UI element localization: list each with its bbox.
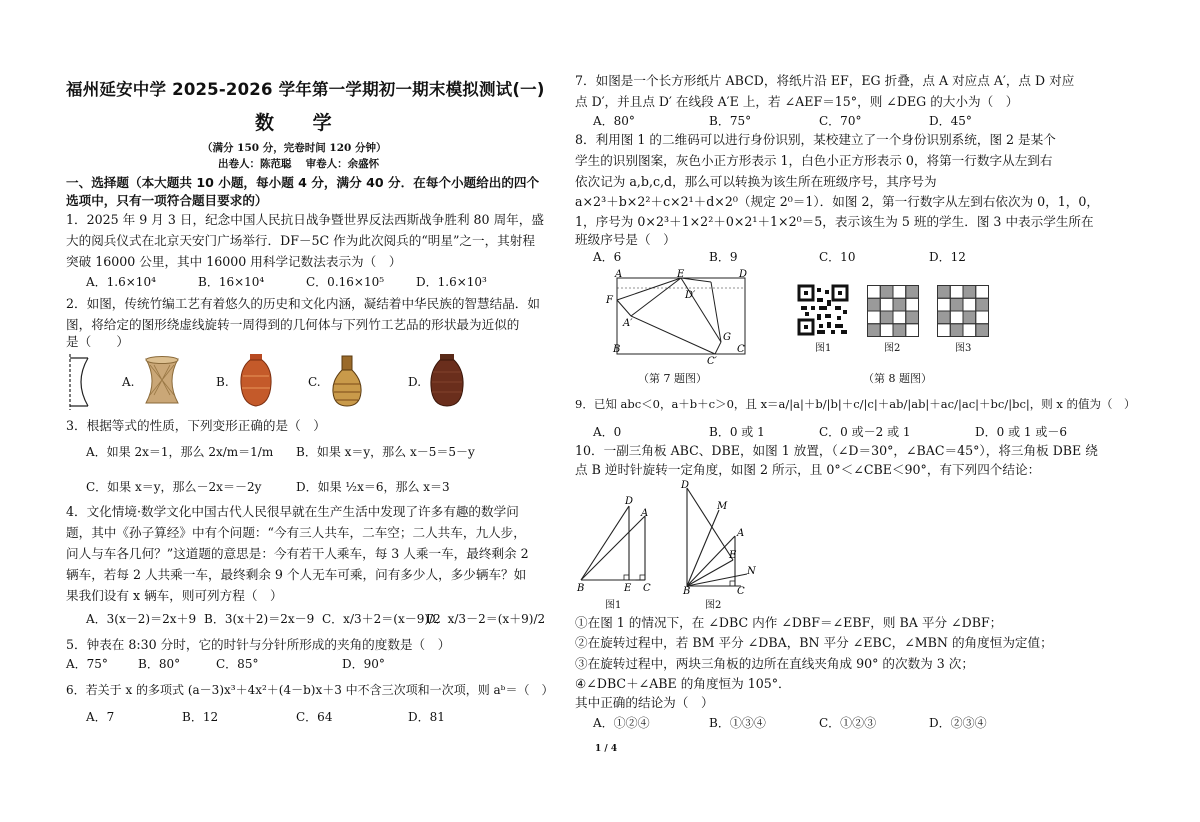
q1-options bbox=[86, 274, 546, 292]
woven-vase-image bbox=[330, 354, 364, 408]
q10-option-c[interactable]: C．①②③ bbox=[819, 716, 877, 730]
q9-option-a[interactable]: A．0 bbox=[593, 425, 622, 439]
svg-text:D: D bbox=[625, 496, 634, 507]
q7-option-b[interactable]: B．75° bbox=[709, 114, 752, 128]
q8-line1: 8．利用图 1 的二维码可以进行身份识别，某校建立了一个身份识别系统，图 2 是某个 bbox=[575, 132, 1056, 147]
q8-option-a[interactable]: A．6 bbox=[593, 250, 622, 264]
left-column bbox=[62, 0, 552, 822]
svg-text:F: F bbox=[606, 295, 613, 306]
right-column bbox=[575, 0, 1136, 822]
q4-line5: 果我们设有 x 辆车，则可列方程（ ） bbox=[66, 588, 283, 603]
q9-stem: 9．已知 abc＜0，a＋b＋c＞0，且 x＝a/|a|＋b/|b|＋c/|c|＋ab/|ab|＋ac/|ac|＋bc/|bc|，则 x 的值为（ ） bbox=[575, 397, 1136, 411]
q2-option-a[interactable]: A. bbox=[122, 375, 135, 389]
q8-figure-caption: （第 8 题图） bbox=[863, 372, 932, 385]
q9-option-c[interactable]: C．0 或－2 或 1 bbox=[819, 425, 911, 439]
q6-option-d[interactable]: D．81 bbox=[408, 710, 445, 724]
svg-text:C: C bbox=[737, 586, 745, 597]
svg-text:D′: D′ bbox=[685, 290, 696, 301]
q1-line2: 大的阅兵仪式在北京天安门广场举行．DF－5C 作为此次阅兵的“明星”之一，其射程 bbox=[66, 233, 535, 248]
q1-option-c[interactable]: C．0.16×10⁵ bbox=[306, 275, 385, 289]
q3-options-row2 bbox=[86, 479, 546, 497]
dark-vase-image bbox=[428, 352, 466, 408]
q4-options bbox=[86, 611, 546, 629]
svg-text:C: C bbox=[737, 344, 745, 355]
q2-option-c[interactable]: C. bbox=[308, 375, 321, 389]
q7-options bbox=[593, 113, 1053, 131]
q6-option-c[interactable]: C．64 bbox=[296, 710, 333, 724]
q10-statement-1: ①在图 1 的情况下，在 ∠DBC 内作 ∠DBF＝∠EBF，则 BA 平分 ∠DBF； bbox=[575, 615, 1003, 630]
q8-line2: 学生的识别图案，灰色小正方形表示 1，白色小正方形表示 0，将第一行数字从左到右 bbox=[575, 153, 1053, 168]
q8-line6: 班级序号是（ ） bbox=[575, 232, 676, 247]
q5-stem: 5．钟表在 8:30 分时，它的时针与分针所形成的夹角的度数是（ ） bbox=[66, 637, 451, 652]
q4-option-c[interactable]: C．x/3＋2＝(x－9)/2 bbox=[322, 612, 441, 626]
svg-text:E: E bbox=[624, 583, 632, 594]
q10-line1: 10．一副三角板 ABC、DBE，如图 1 放置，（∠D＝30°，∠BAC＝45°），将三角板 DBE 绕 bbox=[575, 443, 1098, 458]
q5-option-c[interactable]: C．85° bbox=[216, 657, 259, 671]
q3-options-row1 bbox=[86, 444, 546, 462]
q7-figure-caption: （第 7 题图） bbox=[638, 372, 707, 385]
q1-line3: 突破 16000 公里，其中 16000 用科学记数法表示为（ ） bbox=[66, 254, 402, 269]
exam-title: 福州延安中学 2025-2026 学年第一学期初一期末模拟测试(一) bbox=[66, 80, 545, 99]
q8-line4: a×2³＋b×2²＋c×2¹＋d×2⁰（规定 2⁰＝1）．如图 2，第一行数字从左到右依次为 0，1，0， bbox=[575, 194, 1100, 209]
svg-text:D: D bbox=[681, 480, 690, 491]
q7-option-c[interactable]: C．70° bbox=[819, 114, 862, 128]
q10-statement-2: ②在旋转过程中，若 BM 平分 ∠DBA，BN 平分 ∠EBC，∠MBN 的角度恒为定值； bbox=[575, 635, 1053, 650]
q1-line1: 1．2025 年 9 月 3 日，纪念中国人民抗日战争暨世界反法西斯战争胜利 80 周年，盛 bbox=[66, 212, 544, 227]
svg-text:E: E bbox=[677, 269, 685, 280]
q6-stem: 6．若关于 x 的多项式 (a－3)x³＋4x²＋(4－b)x＋3 中不含三次项和一次项，则 aᵇ＝（ ） bbox=[66, 683, 554, 697]
q10-statement-3: ③在旋转过程中，两块三角板的边所在直线夹角成 90° 的次数为 3 次； bbox=[575, 656, 974, 671]
svg-text:B: B bbox=[683, 586, 691, 597]
fig8-label-1: 图1 bbox=[815, 343, 832, 354]
q10-option-a[interactable]: A．①②④ bbox=[593, 716, 650, 730]
q1-option-a[interactable]: A．1.6×10⁴ bbox=[86, 275, 156, 289]
q8-option-b[interactable]: B．9 bbox=[709, 250, 738, 264]
svg-text:C: C bbox=[643, 583, 651, 594]
q8-options bbox=[593, 249, 1053, 267]
q4-line1: 4．文化情境·数学文化中国古代人民很早就在生产生活中发现了许多有趣的数学问 bbox=[66, 504, 519, 519]
q4-option-a[interactable]: A．3(x－2)＝2x＋9 bbox=[86, 612, 197, 626]
q6-options bbox=[86, 709, 546, 727]
svg-text:C′: C′ bbox=[707, 356, 717, 367]
qr-code-icon bbox=[797, 284, 849, 336]
svg-text:N: N bbox=[747, 566, 756, 577]
grid-figure-3 bbox=[937, 285, 989, 337]
q5-option-d[interactable]: D．90° bbox=[342, 657, 385, 671]
q4-line4: 辆车，若每 2 人共乘一车，最终剩余 9 个人无车可乘，问有多少人，多少辆车？如 bbox=[66, 567, 527, 582]
q2-option-b[interactable]: B. bbox=[216, 375, 229, 389]
section-heading-line2: 选项中，只有一项符合题目要求的） bbox=[66, 193, 268, 208]
svg-text:M: M bbox=[717, 501, 728, 512]
q1-option-b[interactable]: B．16×10⁴ bbox=[198, 275, 265, 289]
q8-line5: 1，序号为 0×2³＋1×2²＋0×2¹＋1×2⁰＝5，表示该生为 5 班的学生．图 3 中表示学生所在 bbox=[575, 214, 1094, 229]
fig10-label-1: 图1 bbox=[605, 600, 622, 611]
q10-statement-4: ④∠DBC＋∠ABE 的角度恒为 105°． bbox=[575, 676, 791, 691]
q5-option-a[interactable]: A．75° bbox=[66, 657, 108, 671]
q3-option-b[interactable]: B．如果 x＝y，那么 x－5＝5－y bbox=[296, 445, 475, 459]
svg-text:A: A bbox=[737, 528, 745, 539]
svg-text:A: A bbox=[615, 269, 623, 280]
q10-conclusion: 其中正确的结论为（ ） bbox=[575, 695, 714, 710]
q3-option-c[interactable]: C．如果 x＝y，那么－2x＝－2y bbox=[86, 480, 262, 494]
q5-option-b[interactable]: B．80° bbox=[138, 657, 181, 671]
fig8-label-3: 图3 bbox=[955, 343, 972, 354]
subject-title: 数 学 bbox=[255, 112, 348, 134]
red-vase-image bbox=[238, 352, 274, 408]
q8-option-d[interactable]: D．12 bbox=[929, 250, 966, 264]
q7-option-a[interactable]: A．80° bbox=[593, 114, 635, 128]
q10-options bbox=[593, 715, 1053, 733]
fig8-label-2: 图2 bbox=[884, 343, 901, 354]
svg-text:B: B bbox=[577, 583, 585, 594]
q7-line1: 7．如图是一个长方形纸片 ABCD，将纸片沿 EF，EG 折叠，点 A 对应点 A′，点 D 对应 bbox=[575, 73, 1075, 88]
q8-option-c[interactable]: C．10 bbox=[819, 250, 856, 264]
bamboo-stool-image bbox=[142, 355, 182, 407]
q10-figure-1 bbox=[575, 494, 663, 594]
fig10-label-2: 图2 bbox=[705, 600, 722, 611]
svg-text:A: A bbox=[641, 508, 649, 519]
q8-line3: 依次记为 a,b,c,d，那么可以转换为该生所在班级序号，其序号为 bbox=[575, 174, 937, 189]
q4-line3: 问人与车各几何？”这道题的意思是：今有若干人乘车，每 3 人乘一车，最终剩余 2 bbox=[66, 546, 529, 561]
svg-text:D: D bbox=[739, 269, 748, 280]
q6-option-a[interactable]: A．7 bbox=[86, 710, 115, 724]
section-heading-line1: 一、选择题（本大题共 10 小题，每小题 4 分，满分 40 分．在每个小题给出的四个 bbox=[66, 175, 540, 190]
q1-option-d[interactable]: D．1.6×10³ bbox=[416, 275, 487, 289]
q2-line1: 2．如图，传统竹编工艺有着悠久的历史和文化内涵，凝结着中华民族的智慧结晶．如 bbox=[66, 296, 540, 311]
q9-options bbox=[593, 424, 1073, 442]
q6-option-b[interactable]: B．12 bbox=[182, 710, 219, 724]
q9-option-b[interactable]: B．0 或 1 bbox=[709, 425, 765, 439]
exam-meta: （满分 150 分，完卷时间 120 分钟） bbox=[202, 142, 387, 154]
q2-line2: 图，将给定的图形绕虚线旋转一周得到的几何体与下列竹工艺品的形状最为近似的 bbox=[66, 317, 520, 332]
q4-option-d[interactable]: D．x/3－2＝(x＋9)/2 bbox=[426, 612, 546, 626]
q10-figure-2 bbox=[677, 478, 763, 596]
q3-option-a[interactable]: A．如果 2x＝1，那么 2x/m＝1/m bbox=[86, 445, 274, 459]
q10-option-b[interactable]: B．①③④ bbox=[709, 716, 766, 730]
svg-text:A′: A′ bbox=[623, 318, 633, 329]
q3-stem: 3．根据等式的性质，下列变形正确的是（ ） bbox=[66, 418, 326, 433]
svg-text:B: B bbox=[613, 344, 621, 355]
q10-option-d[interactable]: D．②③④ bbox=[929, 716, 987, 730]
q9-option-d[interactable]: D．0 或 1 或－6 bbox=[975, 425, 1067, 439]
q4-option-b[interactable]: B．3(x＋2)＝2x－9 bbox=[204, 612, 315, 626]
svg-text:E: E bbox=[729, 550, 737, 561]
q2-rotation-figure bbox=[66, 352, 96, 412]
q7-line2: 点 D′，并且点 D′ 在线段 A′E 上，若 ∠AEF＝15°，则 ∠DEG 的大小为（ ） bbox=[575, 94, 1019, 109]
q7-figure-rectangle bbox=[603, 268, 753, 367]
exam-authors: 出卷人：陈范聪 审卷人：余盛怀 bbox=[218, 158, 380, 170]
q10-line2: 点 B 逆时针旋转一定角度，如图 2 所示，且 0°＜∠CBE＜90°，有下列四个结论： bbox=[575, 462, 1041, 477]
q2-line3: 是（ ） bbox=[66, 334, 129, 349]
q3-option-d[interactable]: D．如果 ½x＝6，那么 x＝3 bbox=[296, 480, 450, 494]
grid-figure-2 bbox=[867, 285, 919, 337]
svg-text:G: G bbox=[723, 332, 731, 343]
q5-options bbox=[66, 656, 526, 674]
q4-line2: 题，其中《孙子算经》中有个问题：“今有三人共车，二车空；二人共车，九人步， bbox=[66, 525, 526, 540]
q7-option-d[interactable]: D．45° bbox=[929, 114, 972, 128]
page-number: 1 / 4 bbox=[595, 744, 618, 754]
q2-option-d[interactable]: D. bbox=[408, 375, 422, 389]
